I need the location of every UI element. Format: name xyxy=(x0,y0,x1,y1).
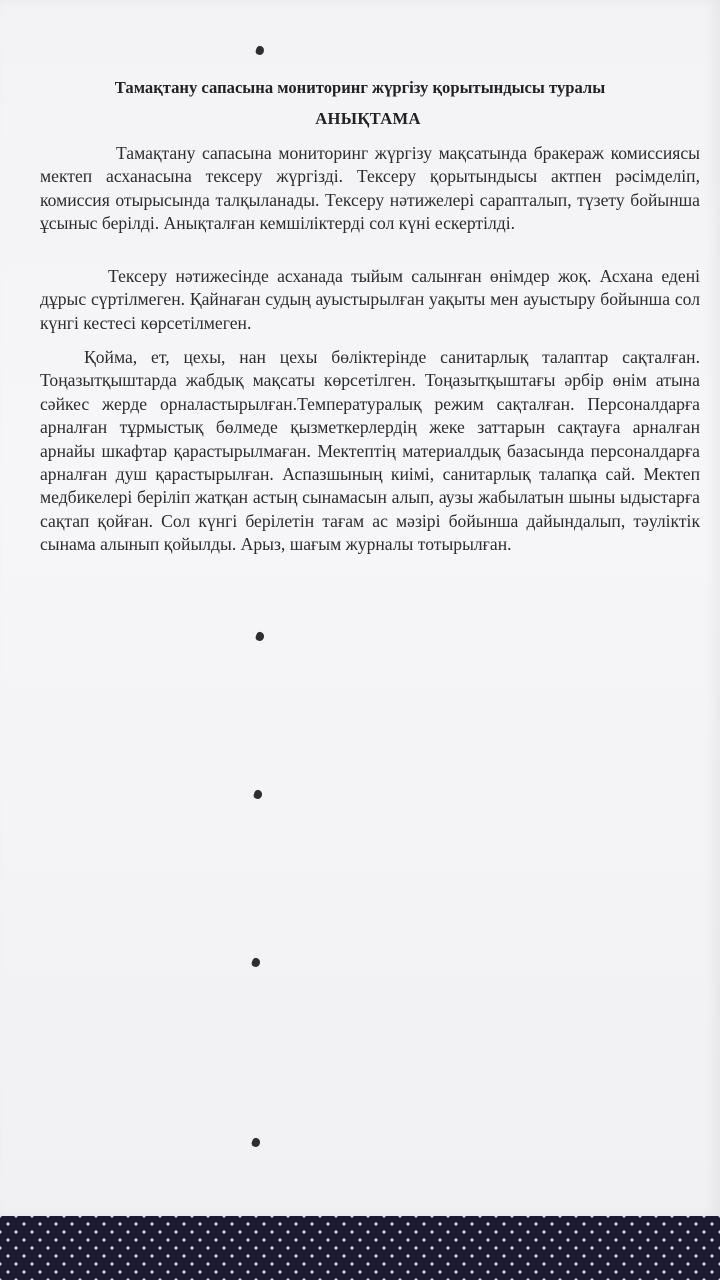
paragraph-3: Қойма, ет, цехы, нан цехы бөліктерінде санитарлық талаптар сақталған. Тоңазытқыштарда жабдық мақсаты көрсетілген. Тоңазытқыштағы әрбір өнім атына сәйкес жерде орналастырылған.Температуралық режим сақталған. Персоналдарға арналған тұрмыстық бөлмеде қызметкерлердің жеке заттарын сақтауға арналған арнайы шкафтар қарастырылмаған. Мектептің материалдық базасында персоналдарға арналған душ қарастырылған. Аспазшының киімі, санитарлық талапқа сай. Мектеп медбикелері беріліп жатқан астың сынамасын алып, аузы жабылатын шыны ыдыстарға сақтап қойған. Сол күнгі берілетін тағам ас мәзірі бойынша дайындалып, тәуліктік сынама алынып қойылды. Арыз, шағым журналы тотырылған. xyxy=(40,347,700,555)
punch-hole xyxy=(255,45,266,56)
punch-hole xyxy=(255,631,266,642)
punch-hole xyxy=(251,957,262,968)
tablecloth-background xyxy=(0,1216,720,1280)
document-title: Тамақтану сапасына мониторинг жүргізу қорытындысы туралы xyxy=(114,78,606,97)
punch-hole xyxy=(253,789,264,800)
document-subtitle: АНЫҚТАМА xyxy=(315,109,421,128)
punch-hole xyxy=(251,1137,262,1148)
paragraph-1: Тамақтану сапасына мониторинг жүргізу мақсатында бракераж комиссиясы мектеп асханасына тексеру жүргізді. Тексеру қорытындысы актпен рәсімделіп, комиссия отырысында талқыланады. Тексеру нәтижелері сарапталып, түзету бойынша ұсыныс берілді. Анықталған кемшіліктерді сол күні ескертілді. xyxy=(40,143,700,234)
paragraph-2: Тексеру нәтижесінде асханада тыйым салынған өнімдер жоқ. Асхана едені дұрыс сүртілмеген. Қайнаған судың ауыстырылған уақыты мен ауыстыру бойынша сол күнгі кестесі көрсетілмеген. xyxy=(40,266,700,333)
